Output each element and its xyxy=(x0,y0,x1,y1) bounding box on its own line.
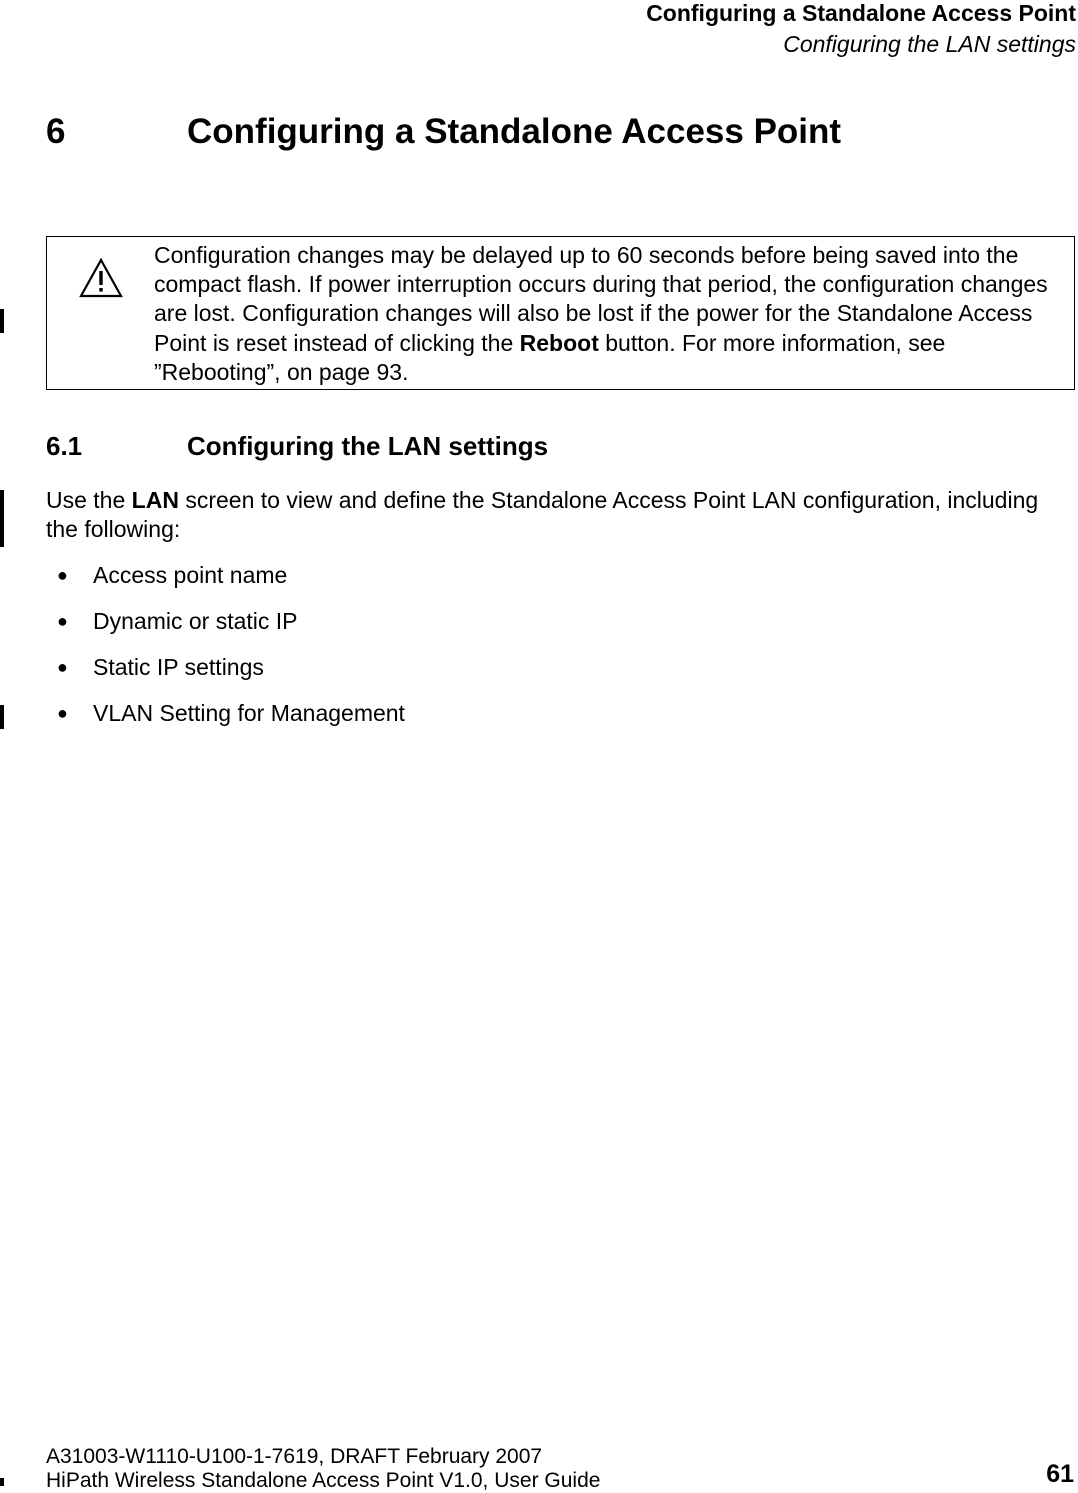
running-header-title: Configuring a Standalone Access Point xyxy=(646,0,1076,26)
notice-text xyxy=(154,241,1074,387)
footer-doc-title: HiPath Wireless Standalone Access Point V1.0, User Guide xyxy=(46,1469,601,1492)
intro-paragraph xyxy=(46,486,1056,544)
section-heading xyxy=(46,431,548,462)
bullet-icon: ● xyxy=(57,703,68,723)
section-title: Configuring the LAN settings xyxy=(187,431,549,461)
warning-triangle-icon xyxy=(79,258,123,298)
bullet-icon: ● xyxy=(57,611,68,631)
intro-text: Use the xyxy=(46,487,132,513)
chapter-title: Configuring a Standalone Access Point xyxy=(187,112,842,151)
change-bar xyxy=(0,490,4,547)
list-item-text: Static IP settings xyxy=(93,654,264,680)
lan-label: LAN xyxy=(131,487,179,513)
change-bar xyxy=(0,1478,4,1486)
list-item-text: VLAN Setting for Management xyxy=(93,700,405,726)
list-item-text: Access point name xyxy=(93,562,288,588)
caution-notice xyxy=(46,236,1075,390)
bullet-icon: ● xyxy=(57,657,68,677)
page-number: 61 xyxy=(1046,1460,1074,1488)
reboot-label: Reboot xyxy=(519,329,599,356)
chapter-number: 6 xyxy=(46,112,66,151)
footer-doc-id: A31003-W1110-U100-1-7619, DRAFT February 2007 xyxy=(46,1445,543,1468)
change-bar xyxy=(0,309,4,333)
chapter-heading xyxy=(46,112,841,152)
notice-text-part: button. For more information, see ”Rebooting”, on page 93. xyxy=(154,329,946,385)
change-bar xyxy=(0,705,4,729)
notice-text-part: Configuration changes may be delayed up to 60 seconds before being saved into the compact flash. If power interruption occurs during that period, the configuration changes are lost. Configuration changes will also be lost if the power for the Standalone Access Point is reset instead of clicking the xyxy=(154,242,1048,356)
list-item-text: Dynamic or static IP xyxy=(93,608,298,634)
bullet-icon: ● xyxy=(57,565,68,585)
running-header-subtitle: Configuring the LAN settings xyxy=(783,31,1076,57)
section-number: 6.1 xyxy=(46,431,83,461)
intro-text: screen to view and define the Standalone Access Point LAN configuration, including the following: xyxy=(46,487,1039,543)
